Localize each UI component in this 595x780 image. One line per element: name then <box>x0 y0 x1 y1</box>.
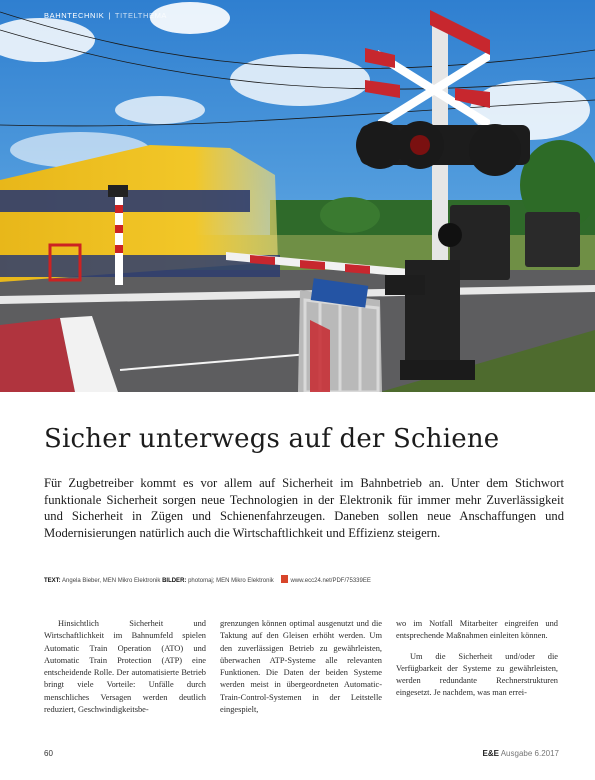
article-body <box>44 618 558 728</box>
credit-images-value: photomaj; MEN Mikro Elektronik <box>188 578 274 584</box>
page-number: 60 <box>44 749 53 758</box>
section-tag <box>44 11 167 20</box>
body-paragraph: wo im Notfall Mitarbeiter eingreifen und entsprechende Maßnahmen einleiten können. <box>396 619 558 641</box>
magazine-name: E&E <box>482 749 499 758</box>
body-paragraph: Um die Sicherheit und/oder die Verfügbarkeit der Systeme zu gewährleisten, werden redundante Rechnerstrukturen eingesetzt. Je nachdem, was man errei- <box>396 651 558 698</box>
body-column-3 <box>396 618 558 728</box>
credit-text-label: TEXT: <box>44 578 61 584</box>
article-title: Sicher unterwegs auf der Schiene <box>44 424 500 454</box>
pdf-link[interactable]: www.ecc24.net/PDF/75339EE <box>290 578 371 584</box>
credit-text-value: Angela Bieber, MEN Mikro Elektronik <box>62 578 161 584</box>
article-credits <box>44 575 564 584</box>
section-name: BAHNTECHNIK <box>44 11 105 20</box>
body-paragraph: grenzungen können optimal ausgenutzt und die Taktung auf den Gleisen erhöht werden. Um den zuverlässigen Betrieb zu gewährleisten, überwachen ATP-Systeme alle relevanten Funktionen. Die Daten der beiden Systeme werden meist in übergeordneten Automatic-Train-Control-Systemen in der Leitstelle eingespielt, <box>220 619 382 715</box>
body-column-2 <box>220 618 382 728</box>
footer-publication <box>482 749 559 758</box>
section-separator: | <box>108 11 111 20</box>
article-lead: Für Zugbetreiber kommt es vor allem auf Sicherheit im Bahnbetrieb an. Unter dem Stichwort funktionale Sicherheit sorgen neue Technologien in der Elektronik für immer mehr Zuverlässigkeit und Sicherheit in Zügen und Schienenfahrzeugen. Daneben sollen neue Anschaffungen und Modernisierungen natürlich auch die Wirtschaftlichkeit und Effizienz steigern. <box>44 476 564 540</box>
subsection-name: TITELTHEMA <box>114 11 168 20</box>
issue-label: Ausgabe 6.2017 <box>500 749 559 758</box>
credit-images-label: BILDER: <box>162 578 187 584</box>
body-column-1 <box>44 618 206 728</box>
pdf-icon <box>281 575 288 583</box>
body-paragraph: Hinsichtlich Sicherheit und Wirtschaftlichkeit im Bahnumfeld spielen Automatic Train Operation (ATO) und Automatic Train Protection (ATP) eine entscheidende Rolle. Der automatisierte Betrieb bringt viele Vorteile: Unfälle durch menschliches Versagen werden deutlich reduziert, Geschwindigkeitsbe- <box>44 619 206 715</box>
